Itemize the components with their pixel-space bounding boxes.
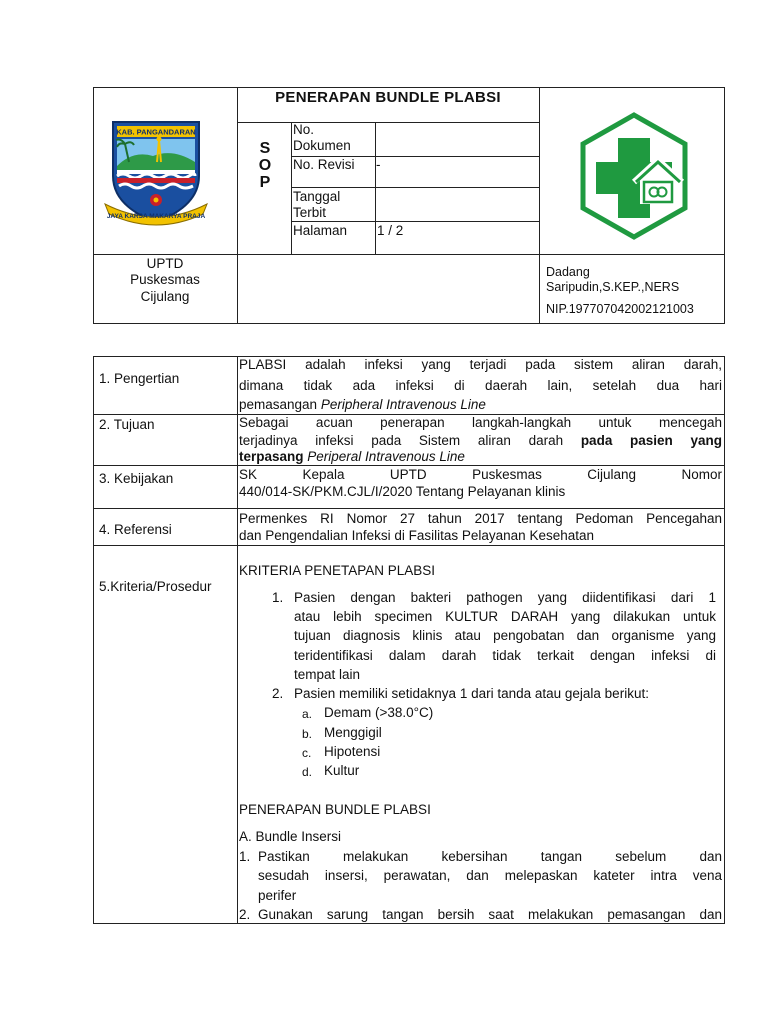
section-label-kebijakan: 3. Kebijakan bbox=[99, 471, 174, 486]
kebijakan-line-1: SK Kepala UPTD Puskesmas Cijulang Nomor bbox=[239, 467, 722, 482]
section-label-prosedur: 5.Kriteria/Prosedur bbox=[99, 579, 212, 594]
tujuan-line-3-bold: terpasang bbox=[239, 449, 308, 464]
bundle-item-1-number: 1. bbox=[239, 849, 251, 864]
bundle-item-2-line-1: Gunakan sarung tangan bersih saat melakukan pemasangan dan bbox=[258, 907, 722, 922]
bundle-item-1-line-3: perifer bbox=[258, 888, 297, 903]
subitem-text-b: Menggigil bbox=[324, 725, 382, 740]
field-label-no-dokumen-1: No. bbox=[293, 122, 315, 137]
pengertian-line-1: PLABSI adalah infeksi yang terjadi pada sistem aliran darah, bbox=[239, 357, 722, 372]
tujuan-line-3 bbox=[239, 449, 465, 465]
tujuan-line-1: Sebagai acuan penerapan langkah-langkah untuk mencegah bbox=[239, 415, 722, 430]
kriteria-item-1-line-3: tujuan diagnosis klinis atau pengobatan dan organisme yang bbox=[294, 628, 716, 643]
referensi-line-2: dan Pengendalian Infeksi di Fasilitas Pelayanan Kesehatan bbox=[239, 528, 594, 543]
tujuan-line-2 bbox=[239, 433, 722, 449]
subitem-text-d: Kultur bbox=[324, 763, 360, 778]
section-label-pengertian: 1. Pengertian bbox=[99, 371, 180, 386]
kriteria-item-1-line-4: teridentifikasi dalam darah tidak terkait dengan infeksi di bbox=[294, 648, 716, 663]
puskesmas-logo-icon bbox=[578, 112, 690, 240]
crest-banner: KAB. PANGANDARAN bbox=[116, 127, 196, 137]
bundle-item-1-line-1: Pastikan melakukan kebersihan tangan sebelum dan bbox=[258, 849, 722, 864]
field-label-no-revisi: No. Revisi bbox=[293, 157, 355, 172]
field-label-tanggal-terbit-2: Terbit bbox=[293, 205, 327, 220]
referensi-line-1: Permenkes RI Nomor 27 tahun 2017 tentang Pedoman Pencegahan bbox=[239, 511, 722, 526]
bundle-heading: PENERAPAN BUNDLE PLABSI bbox=[239, 802, 431, 817]
kebijakan-line-2: 440/014-SK/PKM.CJL/I/2020 Tentang Pelayanan klinis bbox=[239, 484, 566, 499]
org-line-1: UPTD bbox=[146, 256, 184, 271]
field-label-halaman: Halaman bbox=[293, 223, 348, 238]
pengertian-line-3-prefix: pemasangan bbox=[239, 397, 321, 412]
tujuan-line-2-bold: pada pasien yang bbox=[580, 433, 722, 448]
bundle-item-1-line-2: sesudah insersi, perawatan, dan melepaskan kateter intra vena bbox=[258, 868, 722, 883]
kriteria-item-2-number: 2. bbox=[272, 686, 284, 701]
bundle-item-2-number: 2. bbox=[239, 907, 251, 922]
section-label-tujuan: 2. Tujuan bbox=[99, 417, 155, 432]
document-title: PENERAPAN BUNDLE PLABSI bbox=[275, 89, 501, 106]
kriteria-item-1-line-1: Pasien dengan bakteri pathogen yang diidentifikasi dari 1 bbox=[294, 590, 716, 605]
kriteria-heading: KRITERIA PENETAPAN PLABSI bbox=[239, 563, 436, 578]
signer-name-2: Saripudin,S.KEP.,NERS bbox=[546, 280, 680, 294]
subitem-mark-a: a. bbox=[302, 707, 313, 721]
pengertian-line-3-italic: Peripheral Intravenous Line bbox=[320, 397, 486, 412]
kriteria-item-1-number: 1. bbox=[272, 590, 284, 605]
pangandaran-crest-icon bbox=[103, 118, 209, 230]
crest-motto: JAYA KARSA MAKARYA PRAJA bbox=[106, 213, 206, 220]
kriteria-item-1-line-5: tempat lain bbox=[294, 667, 361, 682]
org-line-2: Puskesmas bbox=[130, 272, 200, 287]
pengertian-line-2: dimana tidak ada infeksi di daerah lain, setelah dua hari bbox=[239, 378, 722, 393]
subitem-text-a: Demam (>38.0°C) bbox=[324, 705, 434, 720]
sop-label-s: S bbox=[259, 140, 271, 157]
org-line-3: Cijulang bbox=[140, 289, 190, 304]
tujuan-line-3-italic: Periperal Intravenous Line bbox=[307, 449, 465, 464]
kriteria-item-1-line-2: atau lebih specimen KULTUR DARAH yang dilakukan untuk bbox=[294, 609, 716, 624]
sop-label-o: O bbox=[258, 157, 272, 174]
sop-label-p: P bbox=[259, 174, 271, 191]
subitem-text-c: Hipotensi bbox=[324, 744, 381, 759]
section-label-referensi: 4. Referensi bbox=[99, 522, 172, 537]
subitem-mark-d: d. bbox=[302, 765, 313, 779]
field-value-halaman: 1 / 2 bbox=[377, 223, 404, 238]
subitem-mark-b: b. bbox=[302, 727, 313, 741]
kriteria-item-2-text: Pasien memiliki setidaknya 1 dari tanda atau gejala berikut: bbox=[294, 686, 649, 701]
signer-name-1: Dadang bbox=[546, 265, 590, 279]
field-label-tanggal-terbit-1: Tanggal bbox=[293, 189, 341, 204]
field-label-no-dokumen-2: Dokumen bbox=[293, 138, 351, 153]
signer-nip: NIP.197707042002121003 bbox=[546, 302, 694, 316]
bundle-subheading: A. Bundle Insersi bbox=[239, 829, 342, 844]
tujuan-line-2-normal: terjadinya infeksi pada Sistem aliran darah bbox=[239, 433, 581, 448]
subitem-mark-c: c. bbox=[302, 746, 312, 760]
field-value-no-revisi: - bbox=[376, 157, 381, 172]
pengertian-line-3 bbox=[239, 397, 486, 413]
